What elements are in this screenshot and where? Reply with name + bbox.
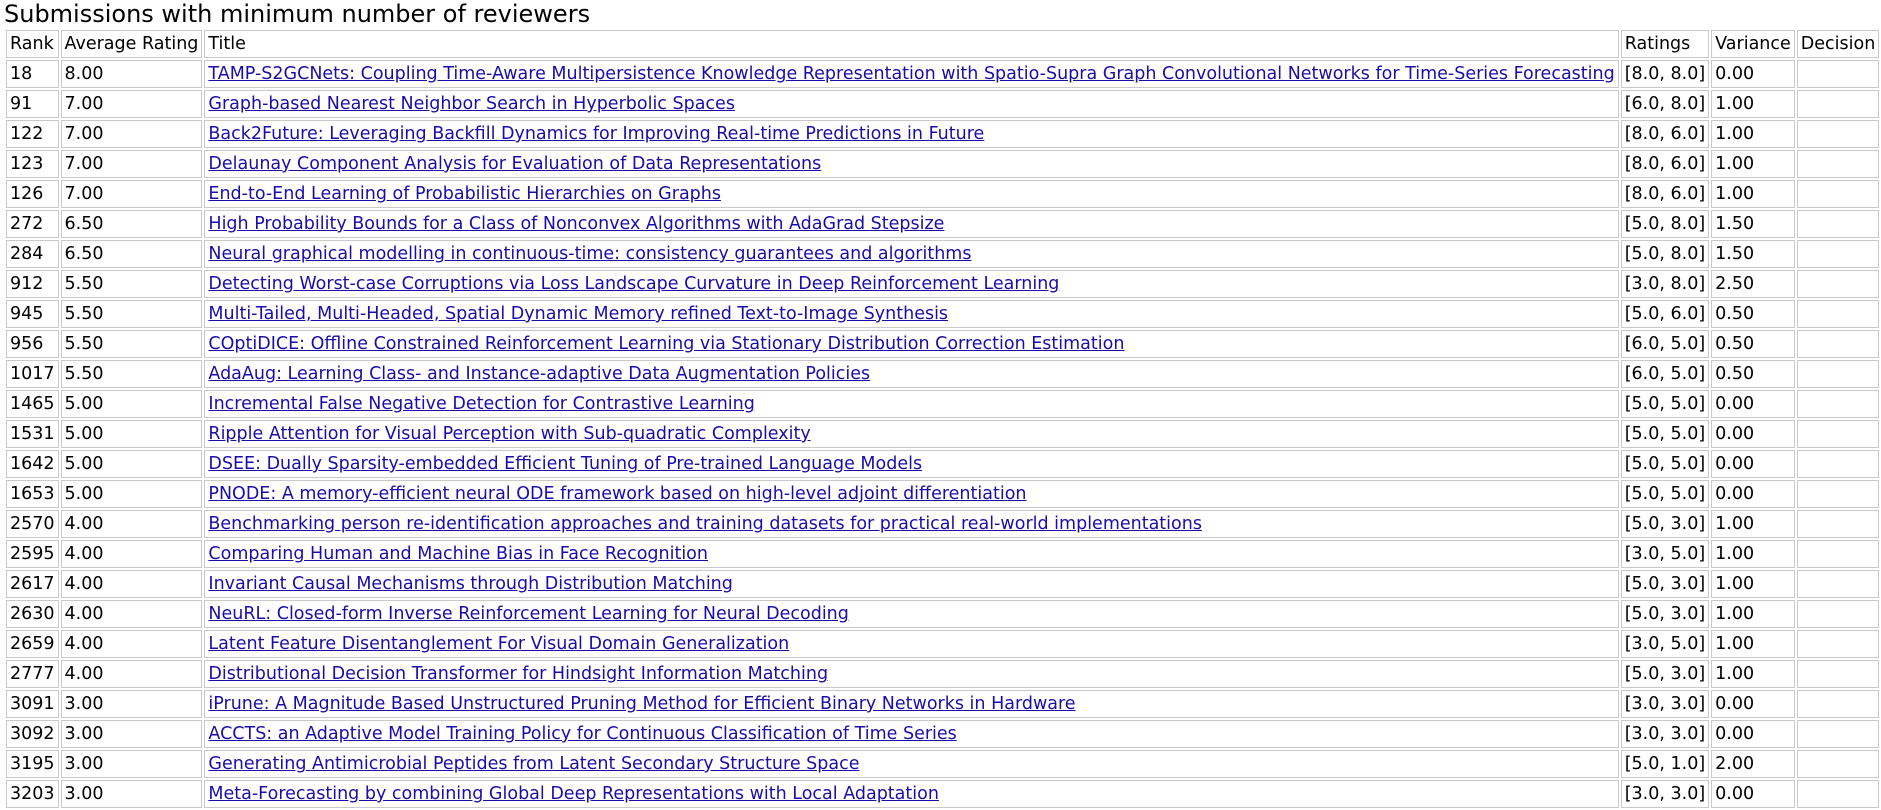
table-row bbox=[6, 300, 1879, 328]
title-cell bbox=[204, 750, 1618, 778]
title-cell bbox=[204, 510, 1618, 538]
rank-column-header: Rank bbox=[6, 30, 59, 58]
ratings-cell: [3.0, 3.0] bbox=[1621, 720, 1709, 748]
average-rating-cell: 7.00 bbox=[61, 90, 203, 118]
variance-cell: 0.00 bbox=[1711, 720, 1795, 748]
title-cell bbox=[204, 660, 1618, 688]
ratings-cell: [6.0, 8.0] bbox=[1621, 90, 1709, 118]
rank-cell: 18 bbox=[6, 60, 59, 88]
decision-cell bbox=[1797, 150, 1880, 178]
table-header-row bbox=[6, 30, 1879, 58]
variance-cell: 0.00 bbox=[1711, 390, 1795, 418]
variance-cell: 0.00 bbox=[1711, 450, 1795, 478]
paper-title-link[interactable]: Neural graphical modelling in continuous-time: consistency guarantees and algorithms bbox=[208, 244, 972, 264]
rank-cell: 1531 bbox=[6, 420, 59, 448]
average-rating-cell: 8.00 bbox=[61, 60, 203, 88]
rank-cell: 956 bbox=[6, 330, 59, 358]
ratings-cell: [6.0, 5.0] bbox=[1621, 330, 1709, 358]
table-row bbox=[6, 450, 1879, 478]
paper-title-link[interactable]: Comparing Human and Machine Bias in Face Recognition bbox=[208, 544, 708, 564]
paper-title-link[interactable]: Invariant Causal Mechanisms through Distribution Matching bbox=[208, 574, 733, 594]
rank-cell: 122 bbox=[6, 120, 59, 148]
title-cell bbox=[204, 570, 1618, 598]
title-cell bbox=[204, 690, 1618, 718]
rank-cell: 3091 bbox=[6, 690, 59, 718]
ratings-cell: [3.0, 3.0] bbox=[1621, 690, 1709, 718]
average-rating-cell: 3.00 bbox=[61, 780, 203, 808]
rank-cell: 2659 bbox=[6, 630, 59, 658]
paper-title-link[interactable]: End-to-End Learning of Probabilistic Hierarchies on Graphs bbox=[208, 184, 721, 204]
ratings-cell: [5.0, 5.0] bbox=[1621, 420, 1709, 448]
decision-cell bbox=[1797, 660, 1880, 688]
table-row bbox=[6, 480, 1879, 508]
rank-cell: 945 bbox=[6, 300, 59, 328]
variance-cell: 0.50 bbox=[1711, 330, 1795, 358]
decision-cell bbox=[1797, 240, 1880, 268]
table-row bbox=[6, 720, 1879, 748]
decision-cell bbox=[1797, 120, 1880, 148]
variance-cell: 2.00 bbox=[1711, 750, 1795, 778]
table-row bbox=[6, 750, 1879, 778]
paper-title-link[interactable]: Latent Feature Disentanglement For Visual Domain Generalization bbox=[208, 634, 790, 654]
decision-cell bbox=[1797, 480, 1880, 508]
rank-cell: 912 bbox=[6, 270, 59, 298]
ratings-cell: [5.0, 5.0] bbox=[1621, 480, 1709, 508]
rank-cell: 1017 bbox=[6, 360, 59, 388]
average-rating-cell: 5.00 bbox=[61, 390, 203, 418]
average-rating-cell: 6.50 bbox=[61, 240, 203, 268]
rank-cell: 2617 bbox=[6, 570, 59, 598]
ratings-cell: [3.0, 3.0] bbox=[1621, 780, 1709, 808]
variance-cell: 1.00 bbox=[1711, 120, 1795, 148]
variance-cell: 1.00 bbox=[1711, 540, 1795, 568]
title-cell bbox=[204, 780, 1618, 808]
variance-column-header: Variance bbox=[1711, 30, 1795, 58]
rank-cell: 2595 bbox=[6, 540, 59, 568]
paper-title-link[interactable]: COptiDICE: Offline Constrained Reinforcement Learning via Stationary Distribution Correction Estimation bbox=[208, 334, 1125, 354]
average-rating-cell: 5.00 bbox=[61, 420, 203, 448]
variance-cell: 1.00 bbox=[1711, 600, 1795, 628]
average-rating-column-header: Average Rating bbox=[61, 30, 203, 58]
table-row bbox=[6, 330, 1879, 358]
page-title: Submissions with minimum number of reviewers bbox=[4, 0, 591, 28]
title-cell bbox=[204, 120, 1618, 148]
rank-cell: 272 bbox=[6, 210, 59, 238]
title-cell bbox=[204, 450, 1618, 478]
title-cell bbox=[204, 540, 1618, 568]
ratings-cell: [3.0, 5.0] bbox=[1621, 630, 1709, 658]
ratings-cell: [5.0, 5.0] bbox=[1621, 450, 1709, 478]
decision-cell bbox=[1797, 420, 1880, 448]
title-cell bbox=[204, 180, 1618, 208]
decision-cell bbox=[1797, 750, 1880, 778]
paper-title-link[interactable]: iPrune: A Magnitude Based Unstructured Pruning Method for Efficient Binary Networks in Hardware bbox=[208, 694, 1076, 714]
paper-title-link[interactable]: PNODE: A memory-efficient neural ODE framework based on high-level adjoint differentiation bbox=[208, 484, 1027, 504]
average-rating-cell: 5.00 bbox=[61, 450, 203, 478]
title-cell bbox=[204, 630, 1618, 658]
average-rating-cell: 7.00 bbox=[61, 150, 203, 178]
decision-cell bbox=[1797, 390, 1880, 418]
decision-cell bbox=[1797, 300, 1880, 328]
decision-cell bbox=[1797, 210, 1880, 238]
variance-cell: 1.00 bbox=[1711, 570, 1795, 598]
table-row bbox=[6, 90, 1879, 118]
table-row bbox=[6, 360, 1879, 388]
average-rating-cell: 4.00 bbox=[61, 660, 203, 688]
title-cell bbox=[204, 240, 1618, 268]
average-rating-cell: 4.00 bbox=[61, 510, 203, 538]
decision-cell bbox=[1797, 690, 1880, 718]
title-cell bbox=[204, 90, 1618, 118]
rank-cell: 2570 bbox=[6, 510, 59, 538]
ratings-cell: [8.0, 6.0] bbox=[1621, 180, 1709, 208]
decision-cell bbox=[1797, 510, 1880, 538]
table-row bbox=[6, 420, 1879, 448]
rank-cell: 2777 bbox=[6, 660, 59, 688]
ratings-cell: [5.0, 3.0] bbox=[1621, 510, 1709, 538]
variance-cell: 1.50 bbox=[1711, 210, 1795, 238]
paper-title-link[interactable]: Graph-based Nearest Neighbor Search in Hyperbolic Spaces bbox=[208, 94, 735, 114]
table-row bbox=[6, 60, 1879, 88]
title-cell bbox=[204, 480, 1618, 508]
rank-cell: 1642 bbox=[6, 450, 59, 478]
decision-cell bbox=[1797, 90, 1880, 118]
ratings-cell: [5.0, 8.0] bbox=[1621, 210, 1709, 238]
average-rating-cell: 4.00 bbox=[61, 570, 203, 598]
average-rating-cell: 3.00 bbox=[61, 750, 203, 778]
decision-cell bbox=[1797, 60, 1880, 88]
variance-cell: 0.00 bbox=[1711, 690, 1795, 718]
paper-title-link[interactable]: Generating Antimicrobial Peptides from Latent Secondary Structure Space bbox=[208, 754, 860, 774]
title-cell bbox=[204, 210, 1618, 238]
paper-title-link[interactable]: Multi-Tailed, Multi-Headed, Spatial Dynamic Memory refined Text-to-Image Synthesis bbox=[208, 304, 949, 324]
average-rating-cell: 5.50 bbox=[61, 300, 203, 328]
title-cell bbox=[204, 150, 1618, 178]
average-rating-cell: 5.50 bbox=[61, 270, 203, 298]
average-rating-cell: 5.50 bbox=[61, 330, 203, 358]
average-rating-cell: 7.00 bbox=[61, 180, 203, 208]
paper-title-link[interactable]: High Probability Bounds for a Class of Nonconvex Algorithms with AdaGrad Stepsize bbox=[208, 214, 945, 234]
paper-title-link[interactable]: TAMP-S2GCNets: Coupling Time-Aware Multipersistence Knowledge Representation with Spatio-Supra Graph Convolutional Networks for Time-Series Forecasting bbox=[208, 64, 1615, 84]
paper-title-link[interactable]: Back2Future: Leveraging Backfill Dynamics for Improving Real-time Predictions in Future bbox=[208, 124, 985, 144]
ratings-cell: [8.0, 8.0] bbox=[1621, 60, 1709, 88]
decision-cell bbox=[1797, 540, 1880, 568]
average-rating-cell: 4.00 bbox=[61, 630, 203, 658]
paper-title-link[interactable]: ACCTS: an Adaptive Model Training Policy for Continuous Classification of Time Series bbox=[208, 724, 957, 744]
title-cell bbox=[204, 420, 1618, 448]
ratings-cell: [5.0, 3.0] bbox=[1621, 660, 1709, 688]
average-rating-cell: 4.00 bbox=[61, 600, 203, 628]
ratings-cell: [8.0, 6.0] bbox=[1621, 120, 1709, 148]
table-row bbox=[6, 540, 1879, 568]
rank-cell: 126 bbox=[6, 180, 59, 208]
rank-cell: 123 bbox=[6, 150, 59, 178]
decision-cell bbox=[1797, 360, 1880, 388]
ratings-cell: [5.0, 1.0] bbox=[1621, 750, 1709, 778]
average-rating-cell: 3.00 bbox=[61, 720, 203, 748]
table-row bbox=[6, 780, 1879, 808]
table-row bbox=[6, 570, 1879, 598]
decision-cell bbox=[1797, 630, 1880, 658]
table-row bbox=[6, 240, 1879, 268]
ratings-cell: [5.0, 8.0] bbox=[1621, 240, 1709, 268]
ratings-cell: [5.0, 3.0] bbox=[1621, 570, 1709, 598]
title-cell bbox=[204, 330, 1618, 358]
variance-cell: 0.00 bbox=[1711, 480, 1795, 508]
ratings-cell: [3.0, 8.0] bbox=[1621, 270, 1709, 298]
variance-cell: 0.50 bbox=[1711, 300, 1795, 328]
decision-cell bbox=[1797, 270, 1880, 298]
title-cell bbox=[204, 270, 1618, 298]
rank-cell: 3203 bbox=[6, 780, 59, 808]
ratings-cell: [5.0, 3.0] bbox=[1621, 600, 1709, 628]
table-row bbox=[6, 600, 1879, 628]
average-rating-cell: 7.00 bbox=[61, 120, 203, 148]
variance-cell: 0.00 bbox=[1711, 420, 1795, 448]
paper-title-link[interactable]: Meta-Forecasting by combining Global Deep Representations with Local Adaptation bbox=[208, 784, 939, 804]
paper-title-link[interactable]: Incremental False Negative Detection for Contrastive Learning bbox=[208, 394, 755, 414]
rank-cell: 3092 bbox=[6, 720, 59, 748]
title-cell bbox=[204, 60, 1618, 88]
title-column-header: Title bbox=[204, 30, 1618, 58]
table-row bbox=[6, 690, 1879, 718]
table-row bbox=[6, 180, 1879, 208]
variance-cell: 1.00 bbox=[1711, 510, 1795, 538]
ratings-column-header: Ratings bbox=[1621, 30, 1709, 58]
table-row bbox=[6, 150, 1879, 178]
paper-title-link[interactable]: Distributional Decision Transformer for Hindsight Information Matching bbox=[208, 664, 829, 684]
rank-cell: 1653 bbox=[6, 480, 59, 508]
rank-cell: 1465 bbox=[6, 390, 59, 418]
paper-title-link[interactable]: Benchmarking person re-identification approaches and training datasets for practical real-world implementations bbox=[208, 514, 1202, 534]
title-cell bbox=[204, 600, 1618, 628]
rank-cell: 3195 bbox=[6, 750, 59, 778]
variance-cell: 2.50 bbox=[1711, 270, 1795, 298]
title-cell bbox=[204, 300, 1618, 328]
average-rating-cell: 5.00 bbox=[61, 480, 203, 508]
decision-cell bbox=[1797, 600, 1880, 628]
table-body bbox=[6, 60, 1879, 808]
ratings-cell: [8.0, 6.0] bbox=[1621, 150, 1709, 178]
decision-cell bbox=[1797, 780, 1880, 808]
table-row bbox=[6, 510, 1879, 538]
paper-title-link[interactable]: Detecting Worst-case Corruptions via Loss Landscape Curvature in Deep Reinforcement Learning bbox=[208, 274, 1060, 294]
average-rating-cell: 4.00 bbox=[61, 540, 203, 568]
paper-title-link[interactable]: NeuRL: Closed-form Inverse Reinforcement Learning for Neural Decoding bbox=[208, 604, 849, 624]
title-cell bbox=[204, 720, 1618, 748]
average-rating-cell: 3.00 bbox=[61, 690, 203, 718]
paper-title-link[interactable]: Ripple Attention for Visual Perception with Sub-quadratic Complexity bbox=[208, 424, 811, 444]
table-row bbox=[6, 210, 1879, 238]
decision-cell bbox=[1797, 720, 1880, 748]
variance-cell: 1.50 bbox=[1711, 240, 1795, 268]
paper-title-link[interactable]: AdaAug: Learning Class- and Instance-adaptive Data Augmentation Policies bbox=[208, 364, 871, 384]
decision-cell bbox=[1797, 450, 1880, 478]
ratings-cell: [5.0, 5.0] bbox=[1621, 390, 1709, 418]
decision-column-header: Decision bbox=[1797, 30, 1880, 58]
rank-cell: 2630 bbox=[6, 600, 59, 628]
rank-cell: 91 bbox=[6, 90, 59, 118]
decision-cell bbox=[1797, 180, 1880, 208]
table-row bbox=[6, 390, 1879, 418]
paper-title-link[interactable]: Delaunay Component Analysis for Evaluation of Data Representations bbox=[208, 154, 822, 174]
variance-cell: 0.50 bbox=[1711, 360, 1795, 388]
average-rating-cell: 6.50 bbox=[61, 210, 203, 238]
variance-cell: 1.00 bbox=[1711, 660, 1795, 688]
ratings-cell: [3.0, 5.0] bbox=[1621, 540, 1709, 568]
variance-cell: 1.00 bbox=[1711, 180, 1795, 208]
submissions-table bbox=[4, 28, 1881, 810]
ratings-cell: [6.0, 5.0] bbox=[1621, 360, 1709, 388]
decision-cell bbox=[1797, 330, 1880, 358]
title-cell bbox=[204, 390, 1618, 418]
variance-cell: 1.00 bbox=[1711, 150, 1795, 178]
paper-title-link[interactable]: DSEE: Dually Sparsity-embedded Efficient Tuning of Pre-trained Language Models bbox=[208, 454, 923, 474]
variance-cell: 0.00 bbox=[1711, 780, 1795, 808]
rank-cell: 284 bbox=[6, 240, 59, 268]
table-row bbox=[6, 630, 1879, 658]
table-row bbox=[6, 660, 1879, 688]
decision-cell bbox=[1797, 570, 1880, 598]
variance-cell: 1.00 bbox=[1711, 90, 1795, 118]
table-row bbox=[6, 270, 1879, 298]
title-cell bbox=[204, 360, 1618, 388]
table-row bbox=[6, 120, 1879, 148]
variance-cell: 0.00 bbox=[1711, 60, 1795, 88]
average-rating-cell: 5.50 bbox=[61, 360, 203, 388]
ratings-cell: [5.0, 6.0] bbox=[1621, 300, 1709, 328]
variance-cell: 1.00 bbox=[1711, 630, 1795, 658]
